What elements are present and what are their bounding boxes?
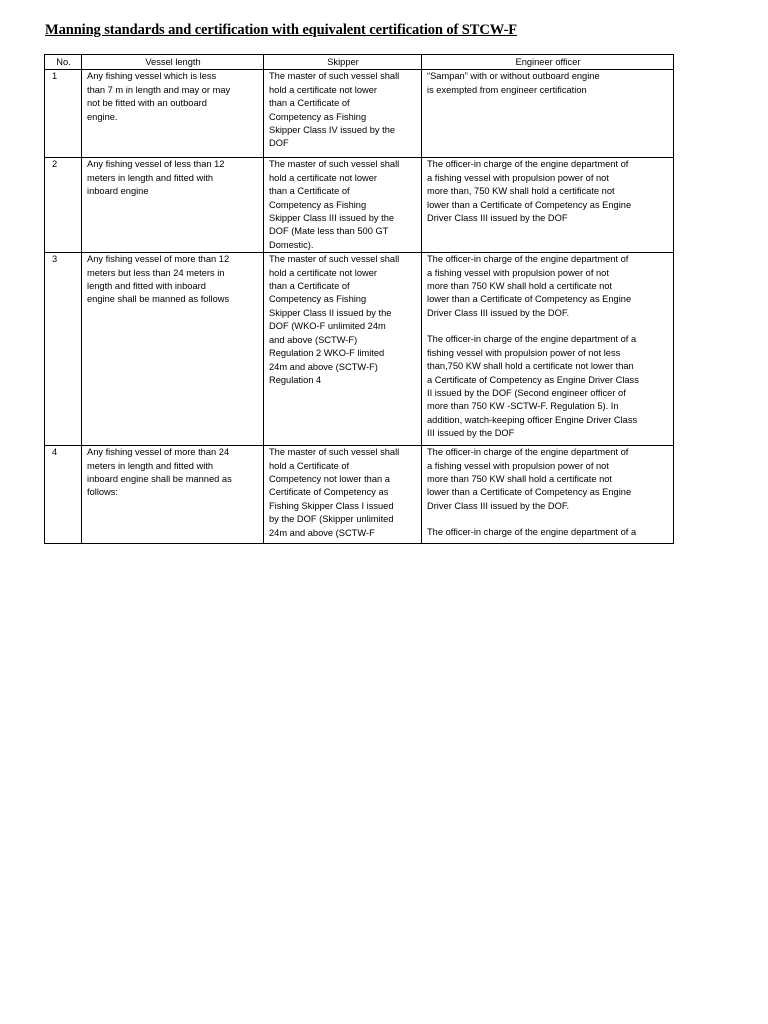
cell-line: length and fitted with inboard	[87, 281, 206, 292]
cell-line: Competency as Fishing	[269, 111, 367, 122]
cell-line: a fishing vessel with propulsion power of not	[427, 172, 609, 183]
cell-line: a fishing vessel with propulsion power of not	[427, 460, 609, 471]
cell-line: DOF	[269, 138, 289, 149]
cell-line: III issued by the DOF	[427, 428, 515, 439]
manning-table	[44, 54, 674, 544]
cell-no: 4	[45, 446, 82, 544]
cell-line: than,750 KW shall hold a certificate not lower than	[427, 361, 634, 372]
cell-line: II issued by the DOF (Second engineer officer of	[427, 387, 626, 398]
cell-skipper	[264, 446, 422, 544]
cell-line: Skipper Class III issued by the	[269, 213, 395, 224]
table-row	[45, 253, 674, 446]
cell-line: Driver Class III issued by the DOF.	[427, 307, 570, 318]
cell-line: meters in length and fitted with	[87, 172, 214, 183]
cell-line: Any fishing vessel which is less	[87, 71, 217, 82]
cell-line: hold a certificate not lower	[269, 84, 378, 95]
cell-line: The master of such vessel shall	[269, 71, 400, 82]
cell-line: 24m and above (SCTW-F)	[269, 361, 378, 372]
cell-line: Any fishing vessel of less than 12	[87, 159, 225, 170]
document-title: Manning standards and certification with equivalent certification of STCW-F	[45, 22, 518, 38]
cell-line: The master of such vessel shall	[269, 159, 400, 170]
cell-line: Skipper Class IV issued by the	[269, 125, 396, 136]
cell-no: 1	[45, 70, 82, 158]
cell-line: inboard engine shall be manned as	[87, 474, 232, 485]
cell-line: Skipper Class II issued by the	[269, 307, 392, 318]
cell-line: addition, watch-keeping officer Engine Driver Class	[427, 414, 638, 425]
cell-no: 2	[45, 158, 82, 253]
cell-line: Competency as Fishing	[269, 294, 367, 305]
cell-line: Driver Class III issued by the DOF	[427, 213, 568, 224]
cell-line: The officer-in charge of the engine department of	[427, 447, 629, 458]
header-engineer-officer: Engineer officer	[422, 55, 674, 70]
cell-engineer-officer	[422, 253, 674, 446]
cell-line: Competency not lower than a	[269, 474, 390, 485]
cell-line: hold a certificate not lower	[269, 172, 378, 183]
cell-line: than 7 m in length and may or may	[87, 84, 231, 95]
cell-line: engine shall be manned as follows	[87, 294, 230, 305]
cell-line: Driver Class III issued by the DOF.	[427, 500, 570, 511]
paragraph-gap	[427, 320, 669, 333]
cell-line: The officer-in charge of the engine department of	[427, 159, 629, 170]
cell-line: Any fishing vessel of more than 24	[87, 447, 230, 458]
cell-line: The officer-in charge of the engine department of a	[427, 527, 637, 538]
cell-line: lower than a Certificate of Competency as Engine	[427, 199, 632, 210]
cell-line: not be fitted with an outboard	[87, 98, 207, 109]
cell-line: Competency as Fishing	[269, 199, 367, 210]
cell-line: than a Certificate of	[269, 281, 350, 292]
table-row	[45, 70, 674, 158]
cell-line: more than 750 KW shall hold a certificate not	[427, 281, 613, 292]
table-header-row	[45, 55, 674, 70]
cell-line: The master of such vessel shall	[269, 447, 400, 458]
cell-skipper	[264, 253, 422, 446]
cell-vessel-length	[82, 158, 264, 253]
cell-line: a Certificate of Competency as Engine Driver Class	[427, 374, 639, 385]
cell-engineer-officer	[422, 158, 674, 253]
cell-line: fishing vessel with propulsion power of not less	[427, 347, 621, 358]
header-no: No.	[45, 55, 82, 70]
cell-line: hold a Certificate of	[269, 460, 350, 471]
header-skipper: Skipper	[264, 55, 422, 70]
table-row	[45, 158, 674, 253]
cell-no: 3	[45, 253, 82, 446]
cell-line: The officer-in charge of the engine department of a	[427, 334, 637, 345]
cell-line: meters in length and fitted with	[87, 460, 214, 471]
cell-engineer-officer	[422, 70, 674, 158]
cell-vessel-length	[82, 253, 264, 446]
cell-line: more than, 750 KW shall hold a certificate not	[427, 186, 615, 197]
cell-line: is exempted from engineer certification	[427, 84, 587, 95]
cell-line: a fishing vessel with propulsion power of not	[427, 267, 609, 278]
cell-line: than a Certificate of	[269, 98, 350, 109]
cell-line: by the DOF (Skipper unlimited	[269, 514, 394, 525]
cell-skipper	[264, 70, 422, 158]
cell-vessel-length	[82, 446, 264, 544]
cell-line: lower than a Certificate of Competency as Engine	[427, 487, 632, 498]
cell-line: engine.	[87, 111, 118, 122]
table-row	[45, 446, 674, 544]
cell-line: than a Certificate of	[269, 186, 350, 197]
cell-line: Regulation 4	[269, 374, 322, 385]
header-vessel-length: Vessel length	[82, 55, 264, 70]
cell-skipper	[264, 158, 422, 253]
cell-line: “Sampan” with or without outboard engine	[427, 71, 600, 82]
cell-line: Any fishing vessel of more than 12	[87, 254, 230, 265]
cell-line: The master of such vessel shall	[269, 254, 400, 265]
cell-vessel-length	[82, 70, 264, 158]
cell-line: more than 750 KW shall hold a certificate not	[427, 474, 613, 485]
cell-line: Regulation 2 WKO-F limited	[269, 348, 385, 359]
cell-line: DOF (Mate less than 500 GT	[269, 226, 389, 237]
cell-line: follows:	[87, 487, 119, 498]
cell-line: inboard engine	[87, 186, 149, 197]
cell-line: lower than a Certificate of Competency as Engine	[427, 294, 632, 305]
cell-line: Domestic).	[269, 239, 314, 250]
cell-line: DOF (WKO-F unlimited 24m	[269, 321, 386, 332]
cell-line: The officer-in charge of the engine department of	[427, 254, 629, 265]
cell-line: Certificate of Competency as	[269, 487, 389, 498]
cell-line: Fishing Skipper Class I issued	[269, 500, 394, 511]
paragraph-gap	[427, 513, 669, 526]
cell-line: and above (SCTW-F)	[269, 334, 358, 345]
cell-line: more than 750 KW -SCTW-F. Regulation 5). In	[427, 401, 619, 412]
cell-engineer-officer	[422, 446, 674, 544]
cell-line: hold a certificate not lower	[269, 267, 378, 278]
cell-line: 24m and above (SCTW-F	[269, 527, 375, 538]
cell-line: meters but less than 24 meters in	[87, 267, 225, 278]
